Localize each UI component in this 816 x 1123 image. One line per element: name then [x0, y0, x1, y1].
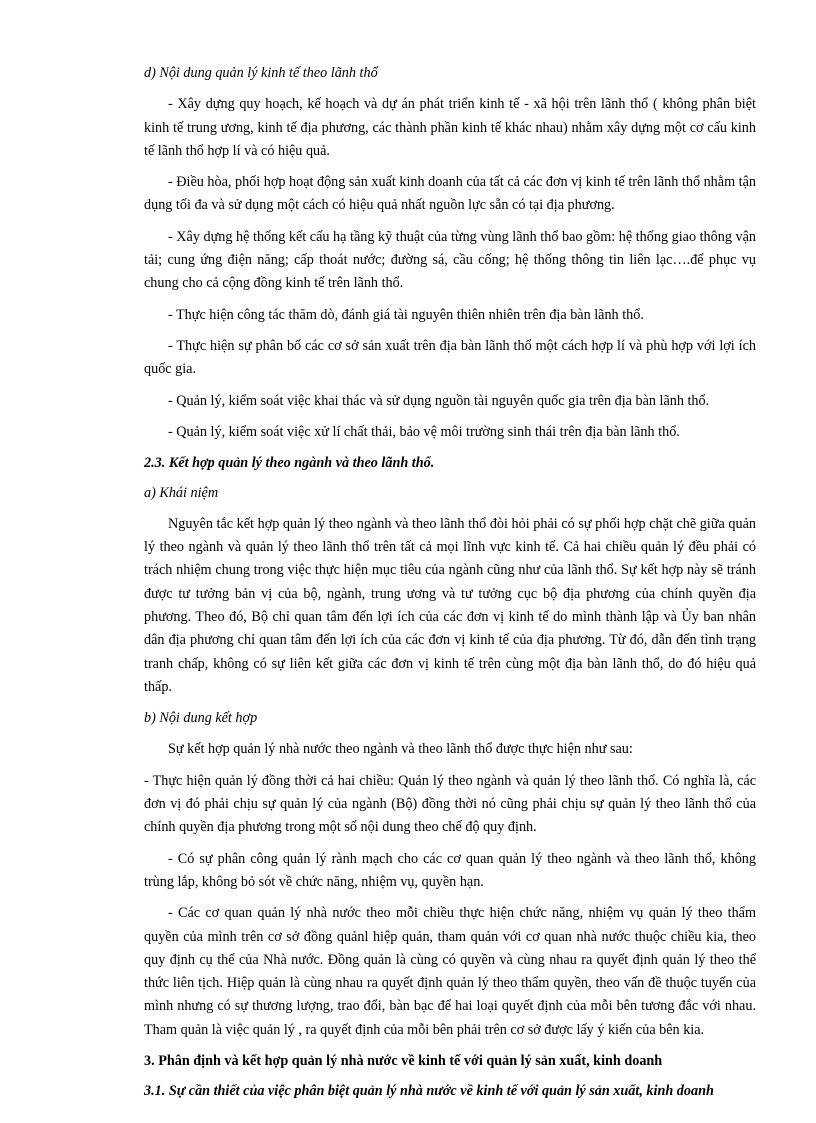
d-item-2: - Điều hòa, phối hợp hoạt động sản xuất kinh doanh của tất cả các đơn vị kinh tế trên lãnh thổ nhằm tận dụng tối đa và sử dụng một cách có hiệu quả nhất nguồn lực sẵn có tại địa phương. [144, 174, 756, 214]
heading-a: a) Khái niệm [144, 485, 219, 502]
d-item-4: - Thực hiện công tác thăm dò, đánh giá tài nguyên thiên nhiên trên địa bàn lãnh thổ. [168, 306, 644, 323]
d-item-1: - Xây dựng quy hoạch, kế hoạch và dự án phát triển kinh tế - xã hội trên lãnh thổ ( không phân biệt kinh tế trung ương, kinh tế địa phương, các thành phần kinh tế khác nhau) nhằm xây dựng một cơ cấu kinh tế lãnh thổ hợp lí và có hiệu quả. [144, 96, 756, 159]
heading-b: b) Nội dung kết hợp [144, 710, 258, 727]
document-page [144, 62, 756, 1104]
heading-d: d) Nội dung quản lý kinh tế theo lãnh thổ [144, 65, 378, 81]
section-3-1-heading: 3.1. Sự cần thiết của việc phân biệt quản lý nhà nước về kinh tế với quản lý sản xuất, kinh doanh [144, 1083, 714, 1100]
section-3-heading: 3. Phân định và kết hợp quản lý nhà nước về kinh tế với quản lý sản xuất, kinh doanh [144, 1052, 663, 1069]
b-intro: Sự kết hợp quản lý nhà nước theo ngành và theo lãnh thổ được thực hiện như sau: [168, 741, 633, 758]
d-item-3: - Xây dựng hệ thống kết cấu hạ tầng kỹ thuật của từng vùng lãnh thổ bao gồm: hệ thống giao thông vận tải; cung ứng điện năng; cấp thoát nước; đường sá, cầu cống; hệ thống thông tin liên lạc….để phục vụ chung cho cả cộng đồng kinh tế trên lãnh thổ. [144, 228, 756, 292]
d-item-5: - Thực hiện sự phân bố các cơ sở sản xuất trên địa bàn lãnh thổ một cách hợp lí và phù hợp với lợi ích quốc gia. [144, 337, 756, 378]
b-item-1: - Thực hiện quản lý đồng thời cả hai chiều: Quản lý theo ngành và quản lý theo lãnh thổ. Có nghĩa là, các đơn vị đó phải chịu sự quản lý của ngành (Bộ) đồng thời nó cũng phải chịu sự quản lý theo lãnh thổ của chính quyền địa phương trong một số nội dung theo chế độ quy định. [144, 772, 756, 836]
a-paragraph: Nguyên tắc kết hợp quản lý theo ngành và theo lãnh thổ đòi hỏi phải có sự phối hợp chặt chẽ giữa quản lý theo ngành và quản lý theo lãnh thổ trên tất cả mọi lĩnh vực kinh tế. Cả hai chiều quản lý đều phải có trách nhiệm chung trong việc thực hiện mục tiêu của ngành cũng như của lãnh thổ. Sự kết hợp này sẽ tránh được tư tưởng bản vị của bộ, ngành, trung ương và tư tưởng cục bộ địa phương của chính quyền địa phương. Theo đó, Bộ chỉ quan tâm đến lợi ích của các đơn vị kinh tế do mình thành lập và Ủy ban nhân dân địa phương chỉ quan tâm đến lợi ích của các đơn vị kinh tế của địa phương. Từ đó, dẫn đến tình trạng tranh chấp, không có sự liên kết giữa các đơn vị kinh tế trên cùng một địa bàn lãnh thổ, do đó hiệu quả thấp. [144, 515, 756, 695]
d-item-6: - Quản lý, kiểm soát việc khai thác và sử dụng nguồn tài nguyên quốc gia trên địa bàn lãnh thổ. [168, 392, 710, 409]
section-2-3-heading: 2.3. Kết hợp quản lý theo ngành và theo lãnh thổ. [144, 455, 435, 472]
b-item-2: - Có sự phân công quản lý rành mạch cho các cơ quan quản lý theo ngành và theo lãnh thổ, không trùng lắp, không bỏ sót về chức năng, nhiệm vụ, quyền hạn. [144, 850, 756, 890]
d-item-7: - Quản lý, kiểm soát việc xử lí chất thải, bảo vệ môi trường sinh thái trên địa bàn lãnh thổ. [168, 423, 680, 440]
b-item-3: - Các cơ quan quản lý nhà nước theo mỗi chiều thực hiện chức năng, nhiệm vụ quản lý theo thẩm quyền của mình trên cơ sở đồng quảnl hiệp quản, tham quản với cơ quan nhà nước thuộc chiều kia, theo quy định cụ thể của Nhà nước. Đồng quản là cùng có quyền và cùng nhau ra quyết định quản lý theo thể thức liên tịch. Hiệp quản là cùng nhau ra quyết định quản lý theo thẩm quyền, theo vấn đề thuộc tuyến của mình nhưng có sự thương lượng, trao đổi, bàn bạc để hai loại quyết định của mỗi bên tương đắc với nhau. Tham quản là việc quản lý , ra quyết định của mỗi bên phải trên cơ sở được lấy ý kiến của bên kia. [144, 905, 756, 1038]
